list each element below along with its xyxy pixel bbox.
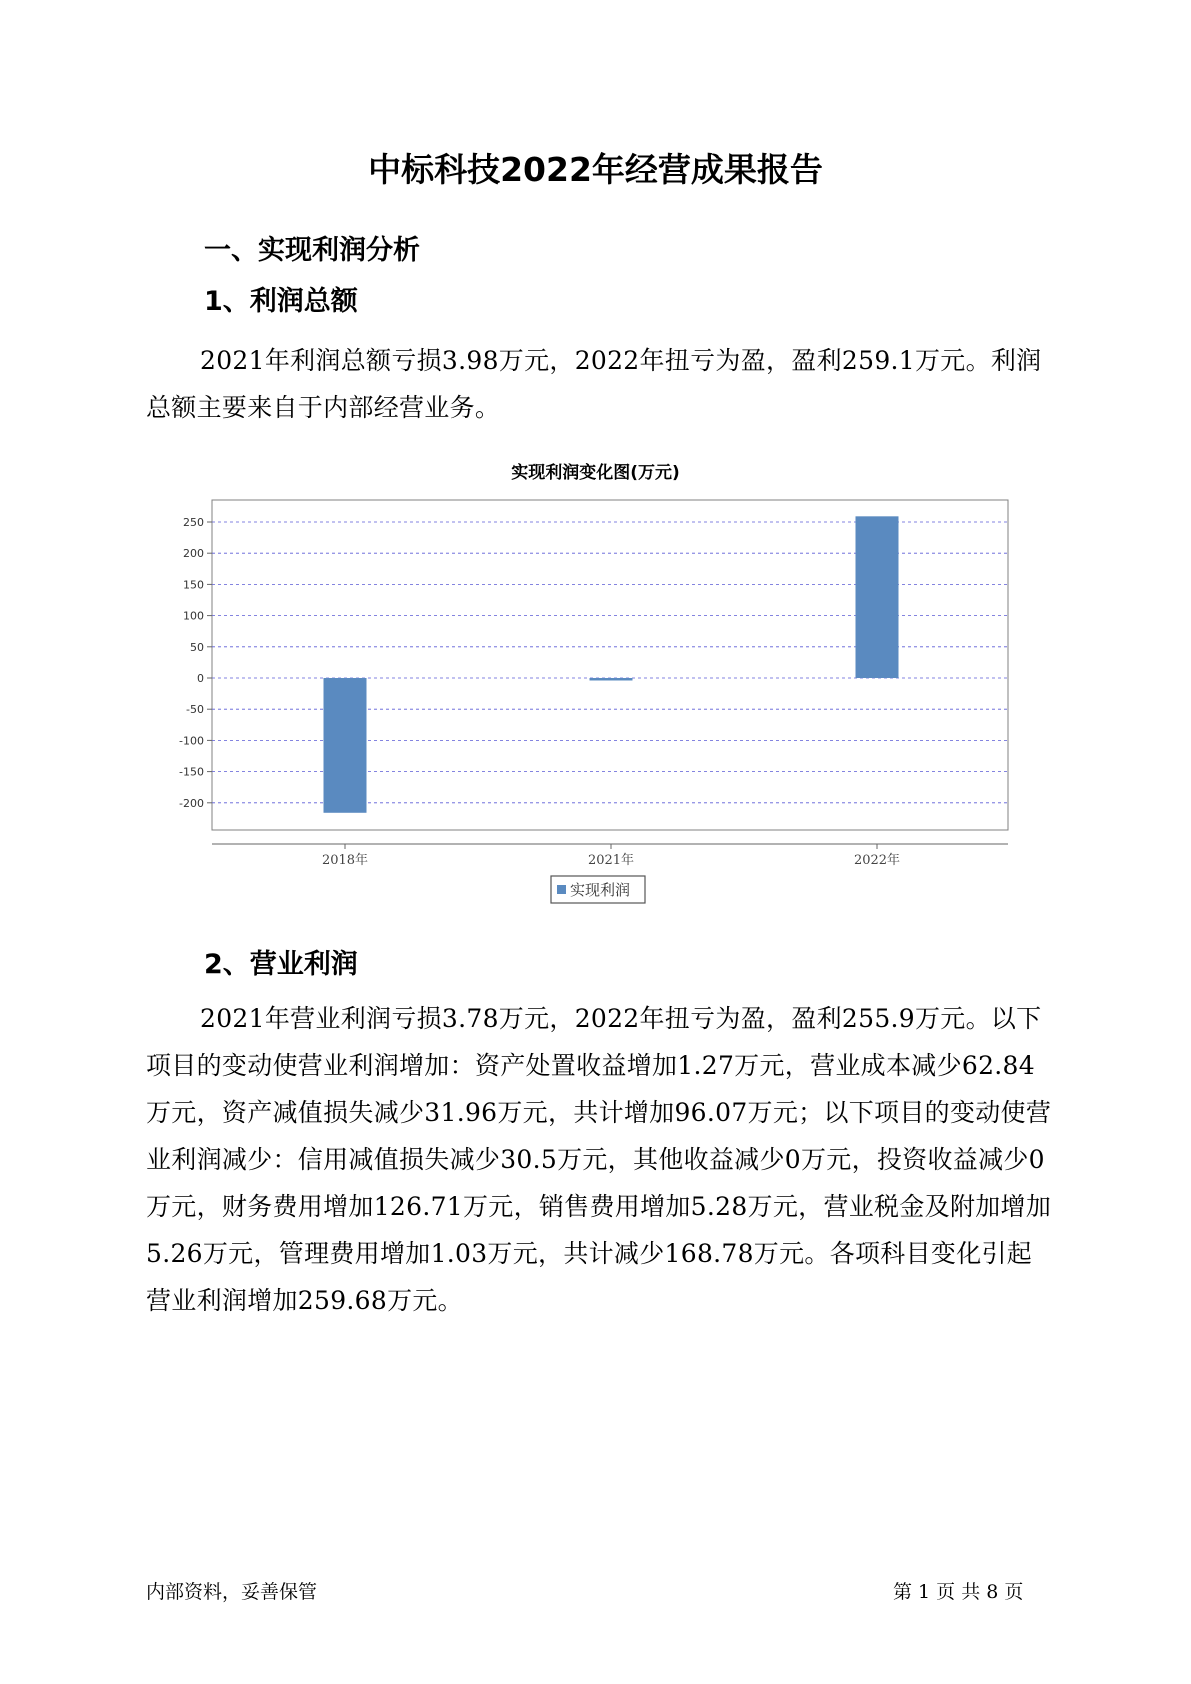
bar-2022年 [856, 516, 899, 678]
paragraph-total-profit: 2021年利润总额亏损3.98万元，2022年扭亏为盈，盈利259.1万元。利润总额主要来自于内部经营业务。 [146, 346, 1042, 422]
paragraph-operating-profit: 2021年营业利润亏损3.78万元，2022年扭亏为盈，盈利255.9万元。以下项目的变动使营业利润增加：资产处置收益增加1.27万元，营业成本减少62.84万元，资产减值损失减少31.96万元，共计增加96.07万元；以下项目的变动使营业利润减少：信用减值损失减少30.5万元，其他收益减少0万元，投资收益减少0万元，财务费用增加126.71万元，销售费用增加5.28万元，营业税金及附加增加5.26万元，管理费用增加1.03万元，共计减少168.78万元。各项科目变化引起营业利润增加259.68万元。 [146, 1004, 1052, 1315]
y-tick-label: 100 [183, 609, 204, 623]
bar-2018年 [324, 678, 367, 813]
x-tick-label: 2022年 [853, 853, 901, 868]
x-tick-label: 2018年 [321, 853, 369, 868]
y-tick-label: 200 [183, 547, 204, 561]
chart-title: 实现利润变化图(万元) [511, 463, 680, 483]
y-tick-label: 50 [190, 640, 204, 654]
x-tick-label: 2021年 [587, 853, 635, 868]
legend-swatch [557, 885, 566, 894]
footer-page-number: 第 1 页 共 8 页 [893, 1581, 1024, 1603]
subheading-operating-profit: 2、营业利润 [204, 949, 358, 980]
y-tick-label: -50 [186, 703, 204, 717]
y-tick-label: 250 [183, 516, 204, 529]
footer-confidential-note: 内部资料，妥善保管 [146, 1581, 318, 1603]
section-heading-profit-analysis: 一、实现利润分析 [204, 235, 420, 266]
y-tick-label: -100 [179, 734, 204, 748]
y-tick-label: -150 [179, 765, 204, 779]
legend-label: 实现利润 [570, 881, 631, 899]
report-title: 中标科技2022年经营成果报告 [368, 150, 823, 189]
y-tick-label: -200 [179, 796, 204, 810]
y-tick-label: 150 [183, 578, 204, 592]
y-tick-label: 0 [197, 672, 204, 685]
subheading-total-profit: 1、利润总额 [204, 286, 358, 317]
bar-2021年 [590, 678, 633, 680]
